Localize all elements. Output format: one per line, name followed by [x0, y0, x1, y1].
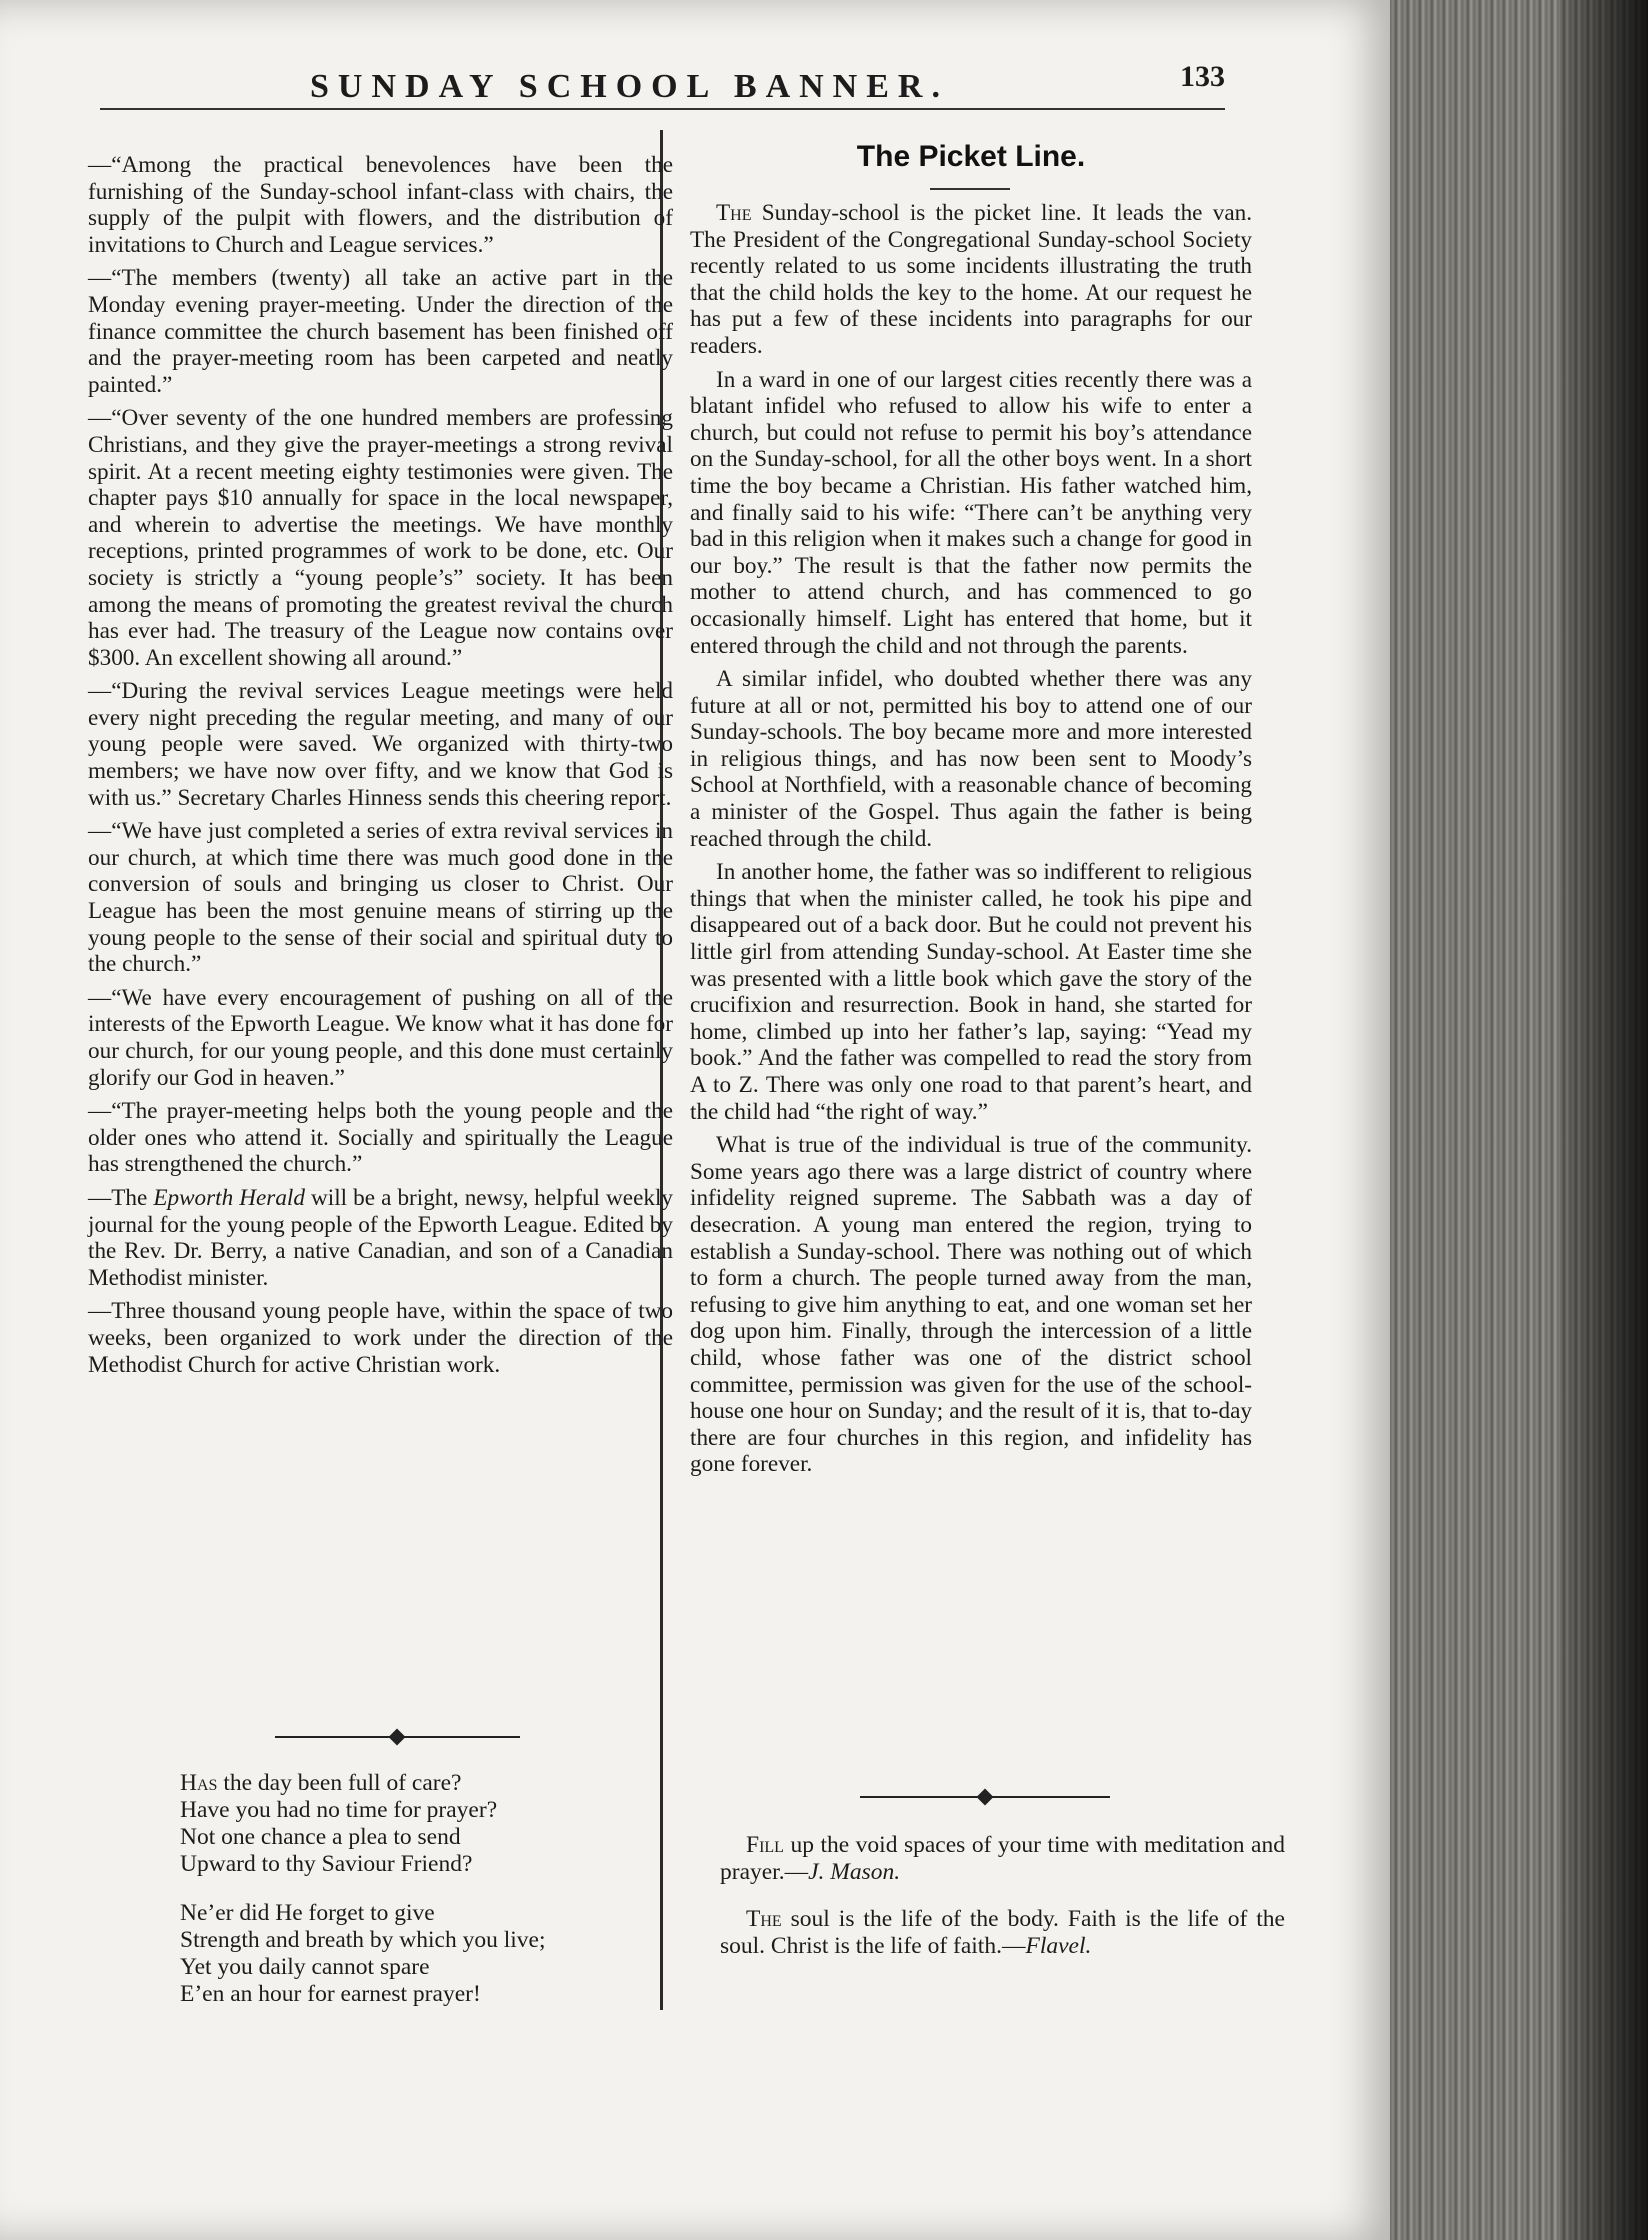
ornament-rule — [860, 1788, 1110, 1806]
right-column — [690, 200, 1252, 1478]
ornament-rule — [275, 1728, 520, 1746]
drop-cap-word: Has — [180, 1770, 218, 1796]
paragraph: —“During the revival services League meetings were held every night preceding the regular meeting, and many of our young people were saved. We organized with thirty-two members; we have now over fifty, and we know that God is with us.” Secretary Charles Hinness sends this cheering report. — [88, 678, 673, 811]
header-title: SUNDAY SCHOOL BANNER. — [310, 68, 949, 105]
poem-line: E’en an hour for earnest prayer! — [180, 1981, 481, 2007]
poem-stanza — [180, 1900, 650, 2008]
ornament-diamond — [389, 1729, 406, 1746]
quotation — [720, 1906, 1285, 1960]
quotations — [720, 1832, 1285, 1960]
paragraph: —“We have every encouragement of pushing on all of the interests of the Epworth League. We know what it has done for our church, for our young people, and this done must certainly glorify our God in heaven.” — [88, 984, 673, 1091]
paragraph: —“Among the practical benevolences have been the furnishing of the Sunday-school infant-class with chairs, the supply of the pulpit with flowers, and the distribution of invitations to Church and League services.” — [88, 152, 673, 258]
herald-text: will be a bright, newsy, helpful weekly journal for the young people of the Epworth League. Edited by the Rev. Dr. Berry, a native Canadian, and son of a Canadian Methodist minister. — [88, 1184, 673, 1291]
herald-paragraph — [88, 1185, 673, 1291]
herald-title: Epworth Herald — [153, 1184, 305, 1211]
quotation-text: up the void spaces of your time with meditation and prayer.— — [720, 1832, 1285, 1885]
quotation — [720, 1832, 1285, 1886]
page-number: 133 — [1180, 60, 1225, 93]
paragraph: —Three thousand young people have, within the space of two weeks, been organized to work under the direction of the Methodist Church for active Christian work. — [88, 1298, 673, 1378]
title-rule — [930, 188, 1010, 190]
poem-line: Strength and breath by which you live; — [180, 1927, 546, 1953]
paragraph: —“The members (twenty) all take an active part in the Monday evening prayer-meeting. Under the direction of the finance committee the church basement has been finished off and the prayer-meeting room has been carpeted and neatly painted.” — [88, 265, 673, 398]
poem-line: Not one chance a plea to send — [180, 1824, 461, 1850]
header-rule — [100, 108, 1225, 110]
ornament-diamond — [977, 1789, 994, 1806]
poem-line — [180, 1770, 650, 1797]
lead-word: The — [746, 1906, 782, 1932]
paragraph-text: Sunday-school is the picket line. It leads the van. The President of the Congregational Sunday-school Society recently related to us some incidents illustrating the truth that the child holds the key to the home. At our request he has put a few of these incidents into paragraphs for our readers. — [690, 200, 1252, 359]
quotation-text: soul is the life of the body. Faith is the life of the soul. Christ is the life of faith.— — [720, 1906, 1285, 1959]
paragraph: In another home, the father was so indifferent to religious things that when the minister called, he took his pipe and disappeared out of a back door. But he could not prevent his little girl from attending Sunday-school. At Easter time she was presented with a little book which gave the story of the crucifixion and resurrection. Book in hand, she started for home, climbed up into her father’s lap, saying: “Yead my book.” And the father was compelled to read the story from A to Z. There was only one road to that parent’s heart, and the child had “the right of way.” — [690, 859, 1252, 1125]
paragraph: What is true of the individual is true of the community. Some years ago there was a large district of country where infidelity reigned supreme. The Sabbath was a day of desecration. A young man entered the region, trying to establish a Sunday-school. There was nothing out of which to form a church. The people turned away from the man, refusing to give him anything to eat, and one woman set her dog upon him. Finally, through the intercession of a little child, whose father was one of the district school committee, permission was given for the use of the school-house one hour on Sunday; and the result of it is, that to-day there are four churches in this region, and infidelity has gone forever. — [690, 1132, 1252, 1478]
book-edge-shadow — [1560, 0, 1648, 2240]
lead-word: The — [716, 200, 752, 226]
paragraph: —“Over seventy of the one hundred members are professing Christians, and they give the prayer-meetings a strong revival spirit. At a recent meeting eighty testimonies were given. The chapter pays $10 annually for space in the local newspaper, and wherein to advertise the meetings. We have monthly receptions, printed programmes of work to be done, etc. Our society is strictly a “young people’s” society. It has been among the means of promoting the greatest revival the church has ever had. The treasury of the League now contains over $300. An excellent showing all around.” — [88, 405, 673, 671]
paragraph: In a ward in one of our largest cities recently there was a blatant infidel who refused to allow his wife to enter a church, but could not refuse to permit his boy’s attendance on the Sunday-school, for all the other boys went. In a short time the boy became a Christian. His father watched him, and finally said to his wife: “There can’t be anything very bad in this religion when it makes such a change for good in our boy.” The result is that the father now permits the mother to attend church, and has commenced to go occasionally himself. Light has entered that home, but it entered through the child and not through the parents. — [690, 366, 1252, 659]
poem-line: Yet you daily cannot spare — [180, 1954, 430, 1980]
poem-stanza — [180, 1770, 650, 1878]
poem — [180, 1770, 650, 2008]
poem-line: Have you had no time for prayer? — [180, 1797, 498, 1823]
quotation-author: Flavel. — [1025, 1933, 1092, 1959]
herald-prefix: —The — [88, 1184, 154, 1211]
poem-line: Ne’er did He forget to give — [180, 1900, 435, 1926]
running-header — [290, 60, 1225, 120]
poem-line-text: the day been full of care? — [217, 1770, 462, 1796]
paragraph: —“The prayer-meeting helps both the young people and the older ones who attend it. Socially and spiritually the League has strengthened the church.” — [88, 1098, 673, 1178]
poem-line: Upward to thy Saviour Friend? — [180, 1851, 473, 1877]
left-column — [88, 152, 673, 1378]
paragraph: A similar infidel, who doubted whether there was any future at all or not, permitted his boy to attend one of our Sunday-schools. The boy became more and more interested in religious things, and has now been sent to Moody’s School at Northfield, with a reasonable chance of becoming a minister of the Gospel. Thus again the father is being reached through the child. — [690, 666, 1252, 852]
article-title: The Picket Line. — [856, 140, 1086, 173]
paragraph: —“We have just completed a series of extra revival services in our church, at which time there was much good done in the conversion of souls and bringing us closer to Christ. Our League has been the most genuine means of stirring up the young people to the sense of their social and spiritual duty to the church.” — [88, 818, 673, 978]
lead-word: Fill — [746, 1832, 784, 1858]
quotation-author: J. Mason. — [808, 1859, 901, 1885]
paragraph — [690, 200, 1252, 360]
